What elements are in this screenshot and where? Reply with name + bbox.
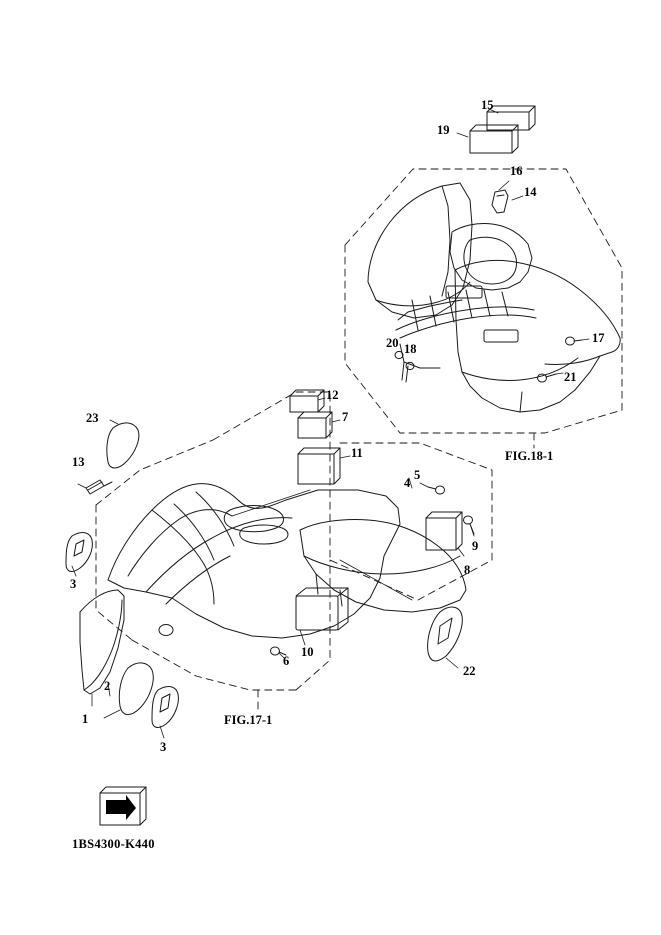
figure-ref-18-1: FIG.18-1 <box>505 449 554 463</box>
part-1-decal <box>119 663 153 715</box>
part-3-emblem-left <box>66 533 92 572</box>
part-15-emblem <box>487 106 535 130</box>
callout-3-left: 3 <box>70 577 77 591</box>
part-18-bolt <box>406 362 414 369</box>
part-17-bolt <box>566 337 583 345</box>
callout-21: 21 <box>564 370 577 384</box>
callout-8: 8 <box>464 563 471 577</box>
callout-15: 15 <box>481 98 494 112</box>
callout-12: 12 <box>326 388 339 402</box>
part-19-decal <box>470 125 518 153</box>
part-7-decal <box>298 412 332 438</box>
callout-14: 14 <box>524 185 537 199</box>
part-11-decal <box>298 448 340 484</box>
callout-23: 23 <box>86 411 99 425</box>
callout-16: 16 <box>510 164 523 178</box>
part-3-emblem-bottom <box>152 687 178 728</box>
callout-10: 10 <box>301 645 314 659</box>
part-23-decal <box>107 423 139 468</box>
dashed-group-boundary-lower <box>96 392 492 690</box>
callout-13: 13 <box>72 455 85 469</box>
callout-19: 19 <box>437 123 450 137</box>
callout-4: 4 <box>404 476 411 490</box>
part-20-bolt <box>395 351 403 358</box>
callout-20: 20 <box>386 336 399 350</box>
fwd-label: FWD <box>111 801 132 811</box>
part-number: 1BS4300-K440 <box>72 837 155 851</box>
callout-5: 5 <box>414 468 421 482</box>
figure-ref-17-1: FIG.17-1 <box>224 713 273 727</box>
callout-6: 6 <box>283 654 290 668</box>
part-13-fastener <box>86 480 112 494</box>
callout-7: 7 <box>342 410 349 424</box>
callout-18: 18 <box>404 342 417 356</box>
callout-11: 11 <box>351 446 363 460</box>
callout-17: 17 <box>592 331 605 345</box>
callout-22: 22 <box>463 664 476 678</box>
callout-9: 9 <box>472 539 479 553</box>
part-21-bolt <box>538 374 557 382</box>
callout-3-bottom: 3 <box>160 740 167 754</box>
dashed-group-boundary-upper <box>345 169 622 433</box>
part-14-clip <box>492 190 508 213</box>
part-5-bolt <box>428 486 445 494</box>
part-2-panel <box>80 590 124 694</box>
callout-1: 1 <box>82 712 89 726</box>
part-12-decal <box>290 390 324 412</box>
part-22-decal <box>428 607 463 661</box>
callout-2: 2 <box>104 679 111 693</box>
part-8-decal <box>426 512 462 550</box>
